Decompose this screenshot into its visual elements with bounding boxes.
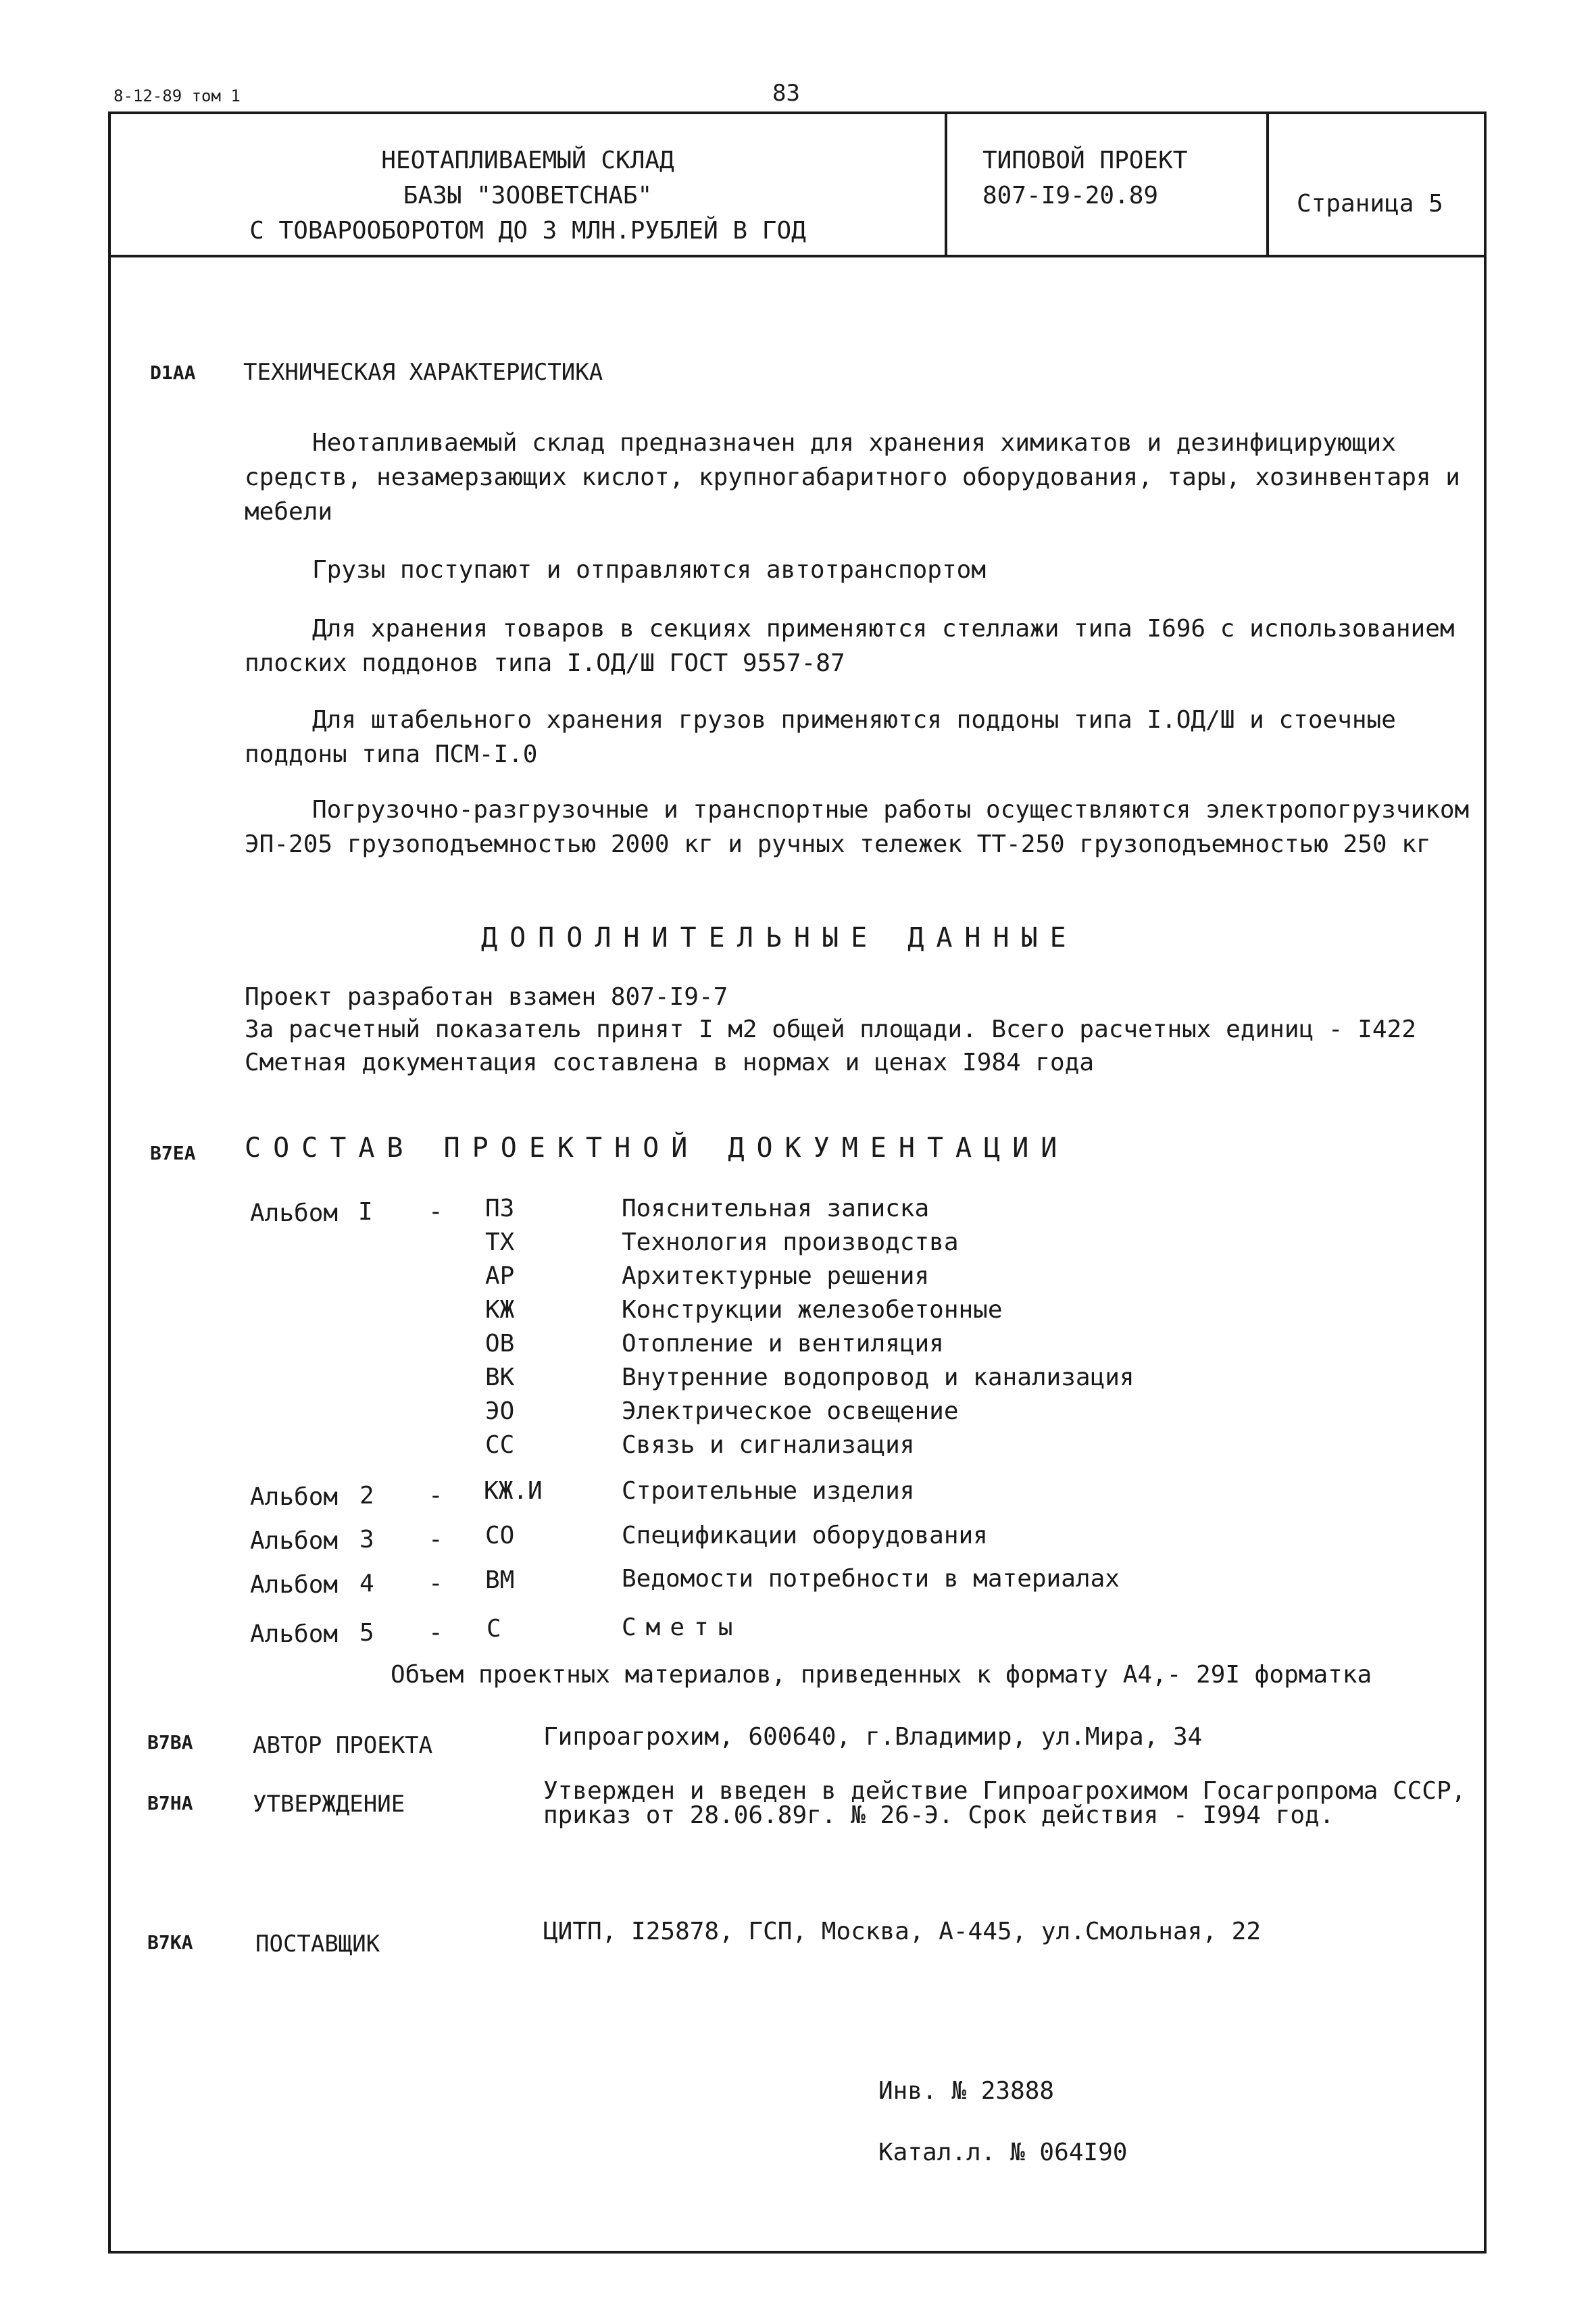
title-line-1: НЕОТАПЛИВАЕМЫЙ СКЛАД — [381, 147, 674, 174]
album-dash: - — [428, 1526, 443, 1553]
paragraph-line: Сметная документация составлена в нормах и ценах I984 года — [245, 1049, 1095, 1076]
album-dash: - — [428, 1570, 443, 1597]
doc-name: Пояснительная записка — [622, 1195, 930, 1222]
doc-name: Конструкции железобетонные — [622, 1296, 1003, 1324]
catalog-number: Катал.л. № 064I90 — [878, 2139, 1128, 2166]
paragraph-line: Грузы поступают и отправляются автотранспортом — [312, 556, 986, 584]
paragraph-line: плоских поддонов типа I.ОД/Ш ГОСТ 9557-87 — [245, 649, 845, 677]
doc-name: Ведомости потребности в материалах — [622, 1565, 1120, 1593]
field-label: АВТОР ПРОЕКТА — [253, 1732, 433, 1759]
section-code: D1AA — [150, 362, 196, 384]
doc-abbr: СО — [485, 1522, 515, 1549]
field-value: Утвержден и введен в действие Гипроагрохимом Госагропрома СССР, — [543, 1777, 1466, 1805]
album-dash: - — [428, 1198, 443, 1226]
doc-abbr: ТХ — [485, 1228, 515, 1256]
page-number: 83 — [772, 80, 800, 107]
doc-name: Строительные изделия — [622, 1477, 915, 1505]
album-number: 4 — [359, 1570, 374, 1597]
paragraph-line: поддоны типа ПСМ-I.0 — [245, 741, 538, 768]
doc-abbr: ВК — [485, 1364, 515, 1391]
doc-name: Спецификации оборудования — [622, 1522, 988, 1549]
album-number: 5 — [359, 1619, 374, 1647]
doc-abbr: АР — [485, 1262, 515, 1290]
doc-name: Внутренние водопровод и канализация — [622, 1364, 1134, 1391]
album-number: 2 — [359, 1482, 374, 1510]
album-word: Альбом — [250, 1483, 339, 1511]
paragraph-line: За расчетный показатель принят I м2 общей площади. Всего расчетных единиц - I422 — [245, 1016, 1416, 1043]
album-number: 3 — [359, 1526, 374, 1553]
doc-name: Электрическое освещение — [622, 1397, 959, 1425]
album-word: Альбом — [250, 1527, 339, 1555]
project-number: 807-I9-20.89 — [982, 182, 1159, 209]
divider — [1266, 114, 1269, 255]
album-number: I — [358, 1198, 373, 1226]
project-label: ТИПОВОЙ ПРОЕКТ — [982, 147, 1188, 174]
doc-name: Сметы — [622, 1614, 743, 1641]
doc-abbr: ПЗ — [485, 1195, 515, 1222]
field-label: УТВЕРЖДЕНИЕ — [253, 1791, 405, 1818]
doc-name: Отопление и вентиляция — [622, 1330, 944, 1358]
field-value: ЦИТП, I25878, ГСП, Москва, А-445, ул.Смольная, 22 — [543, 1918, 1262, 1945]
doc-abbr: ВМ — [485, 1566, 515, 1594]
page-label: Страница 5 — [1297, 190, 1443, 218]
section-heading: ДОПОЛНИТЕЛЬНЫЕ ДАННЫЕ — [481, 922, 1078, 953]
paragraph-line: Погрузочно-разгрузочные и транспортные работы осуществляются электропогрузчиком — [312, 796, 1470, 824]
title-block — [111, 114, 1484, 257]
doc-name: Связь и сигнализация — [622, 1431, 915, 1459]
paragraph-line: Проект разработан взамен 807-I9-7 — [245, 983, 728, 1011]
album-dash: - — [428, 1619, 443, 1647]
title-line-3: С ТОВАРООБОРОТОМ ДО 3 МЛН.РУБЛЕЙ В ГОД — [249, 217, 806, 245]
doc-abbr: СС — [485, 1431, 515, 1459]
section-code: B7KA — [147, 1931, 193, 1953]
album-word: Альбом — [250, 1199, 339, 1227]
section-heading: ТЕХНИЧЕСКАЯ ХАРАКТЕРИСТИКА — [243, 359, 603, 386]
section-heading: СОСТАВ ПРОЕКТНОЙ ДОКУМЕНТАЦИИ — [245, 1132, 1070, 1164]
section-code: B7BA — [147, 1731, 193, 1753]
album-dash: - — [428, 1482, 443, 1510]
paragraph-line: мебели — [245, 498, 333, 526]
divider — [945, 114, 947, 255]
paragraph-line: Для хранения товаров в секциях применяются стеллажи типа I696 с использованием — [312, 615, 1455, 643]
doc-abbr: ЭО — [485, 1397, 515, 1425]
doc-reference: 8-12-89 том 1 — [114, 86, 241, 105]
field-label: ПОСТАВЩИК — [255, 1931, 380, 1958]
doc-abbr: КЖ — [485, 1296, 515, 1324]
title-line-2: БАЗЫ "ЗООВЕТСНАБ" — [403, 182, 653, 209]
field-value: Гипроагрохим, 600640, г.Владимир, ул.Мира, 34 — [543, 1723, 1203, 1751]
paragraph-line: Неотапливаемый склад предназначен для хранения химикатов и дезинфицирующих — [312, 429, 1396, 457]
field-value: приказ от 28.06.89г. № 26-Э. Срок действия - I994 год. — [543, 1801, 1335, 1829]
album-word: Альбом — [250, 1620, 339, 1648]
doc-name: Технология производства — [622, 1228, 959, 1256]
paragraph-line: средств, незамерзающих кислот, крупногабаритного оборудования, тары, хозинвентаря и — [245, 464, 1460, 491]
paragraph-line: Для штабельного хранения грузов применяются поддоны типа I.ОД/Ш и стоечные — [312, 706, 1396, 734]
inventory-number: Инв. № 23888 — [878, 2077, 1055, 2105]
album-word: Альбом — [250, 1571, 339, 1599]
section-code: B7HA — [147, 1792, 193, 1814]
section-code: B7EA — [150, 1142, 196, 1164]
doc-abbr: С — [487, 1615, 501, 1643]
paragraph-line: ЭП-205 грузоподъемностью 2000 кг и ручных тележек ТТ-250 грузоподъемностью 250 кг — [245, 830, 1431, 858]
volume-note: Объем проектных материалов, приведенных к формату А4,- 29I форматка — [391, 1661, 1372, 1689]
doc-abbr: КЖ.И — [484, 1477, 543, 1505]
doc-abbr: ОВ — [485, 1330, 515, 1358]
doc-name: Архитектурные решения — [622, 1262, 930, 1290]
